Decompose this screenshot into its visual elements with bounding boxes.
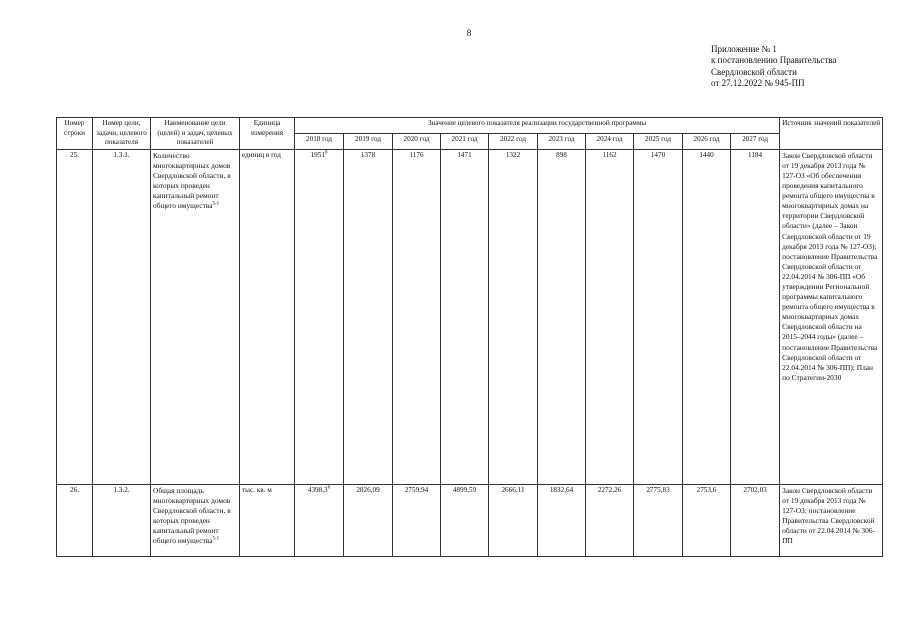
header-year: 2027 год [731, 133, 780, 149]
header-year: 2020 год [393, 133, 441, 149]
footnote-marker: 5-1 [212, 536, 220, 542]
value-cell: 2826,09 [344, 484, 393, 556]
value-cell: 1440 [683, 149, 731, 484]
value-cell: 1832,64 [538, 484, 586, 556]
indicator-code: 1.3.1. [93, 149, 151, 484]
table-row [57, 149, 883, 484]
value-cell [295, 484, 344, 556]
value-cell: 1162 [586, 149, 634, 484]
header-year: 2025 год [634, 133, 683, 149]
footnote-marker: 6 [324, 150, 328, 156]
indicator-code: 1.3.2. [93, 484, 151, 556]
header-source: Источник значений показателей [780, 118, 883, 150]
value-cell: 898 [538, 149, 586, 484]
appendix-line-4: от 27.12.2022 № 945-ПП [711, 78, 805, 89]
header-year: 2018 год [295, 133, 344, 149]
value-cell: 4899,59 [441, 484, 489, 556]
indicator-name-text: Количество многоквартирных домов Свердловской области, в которых проведен капитальный ремонт общего имущества [153, 150, 231, 211]
row-number: 26. [57, 484, 93, 556]
value-cell: 1176 [393, 149, 441, 484]
value-text: 4398,3 [307, 485, 328, 494]
appendix-heading [711, 44, 836, 90]
indicator-name [151, 149, 240, 484]
indicator-name-text: Общая площадь многоквартирных домов Свердловской области, в которых проведен капитальный ремонт общего имущества [153, 485, 231, 546]
appendix-line-2: к постановлению Правительства [711, 55, 837, 66]
header-row-number: Номер строки [57, 118, 93, 150]
header-values-group: Значение целевого показателя реализации государственной программы [295, 118, 780, 134]
header-year: 2023 год [538, 133, 586, 149]
appendix-line-3: Свердловской области [711, 66, 797, 77]
header-goal-number: Номер цели, задачи, целевого показателя [93, 118, 151, 150]
table-row [57, 484, 883, 556]
value-cell: 1322 [489, 149, 538, 484]
header-unit: Единица измерения [240, 118, 295, 150]
value-cell: 1471 [441, 149, 489, 484]
page-number: 8 [466, 29, 472, 39]
value-cell: 2666,11 [489, 484, 538, 556]
indicators-table [56, 117, 883, 557]
value-cell [295, 149, 344, 484]
value-cell: 2272,26 [586, 484, 634, 556]
indicator-name [151, 484, 240, 556]
footnote-marker: 5-1 [212, 201, 220, 207]
value-text: 1951 [310, 150, 325, 159]
value-cell: 1470 [634, 149, 683, 484]
value-cell: 2759,94 [393, 484, 441, 556]
value-cell: 2702,03 [731, 484, 780, 556]
footnote-marker: 6 [327, 485, 331, 491]
value-cell: 2753,6 [683, 484, 731, 556]
source-cell: Закон Свердловской области от 19 декабря 2013 года № 127-ОЗ «Об обеспечении проведения капитального ремонта общего имущества в многоквартирных домах на территории Свердловской области» (далее – Закон Свердловской области от 19 декабря 2013 года № 127-ОЗ); постановление Правительства Свердловской области от 22.04.2014 № 306-ПП «Об утверждении Региональной программы капитального ремонта общего имущества в многоквартирных домах Свердловской области на 2015–2044 годы» (далее – постановление Правительства Свердловской области от 22.04.2014 № 306-ПП); План по Стратегии-2030 [780, 149, 883, 484]
value-cell: 1184 [731, 149, 780, 484]
header-year: 2024 год [586, 133, 634, 149]
value-cell: 2775,83 [634, 484, 683, 556]
value-cell: 1378 [344, 149, 393, 484]
appendix-line-1: Приложение № 1 [711, 44, 777, 54]
source-cell: Закон Свердловской области от 19 декабря 2013 года № 127-ОЗ; постановление Правительства Свердловской области от 22.04.2014 № 306-ПП [780, 484, 883, 556]
header-year: 2022 год [489, 133, 538, 149]
header-row-1 [57, 118, 883, 134]
unit-cell: единиц в год [240, 149, 295, 484]
header-year: 2019 год [344, 133, 393, 149]
header-indicator-name: Наименование цели (целей) и задач, целевых показателей [151, 118, 240, 150]
row-number: 25. [57, 149, 93, 484]
header-year: 2021 год [441, 133, 489, 149]
header-year: 2026 год [683, 133, 731, 149]
unit-cell: тыс. кв. м [240, 484, 295, 556]
